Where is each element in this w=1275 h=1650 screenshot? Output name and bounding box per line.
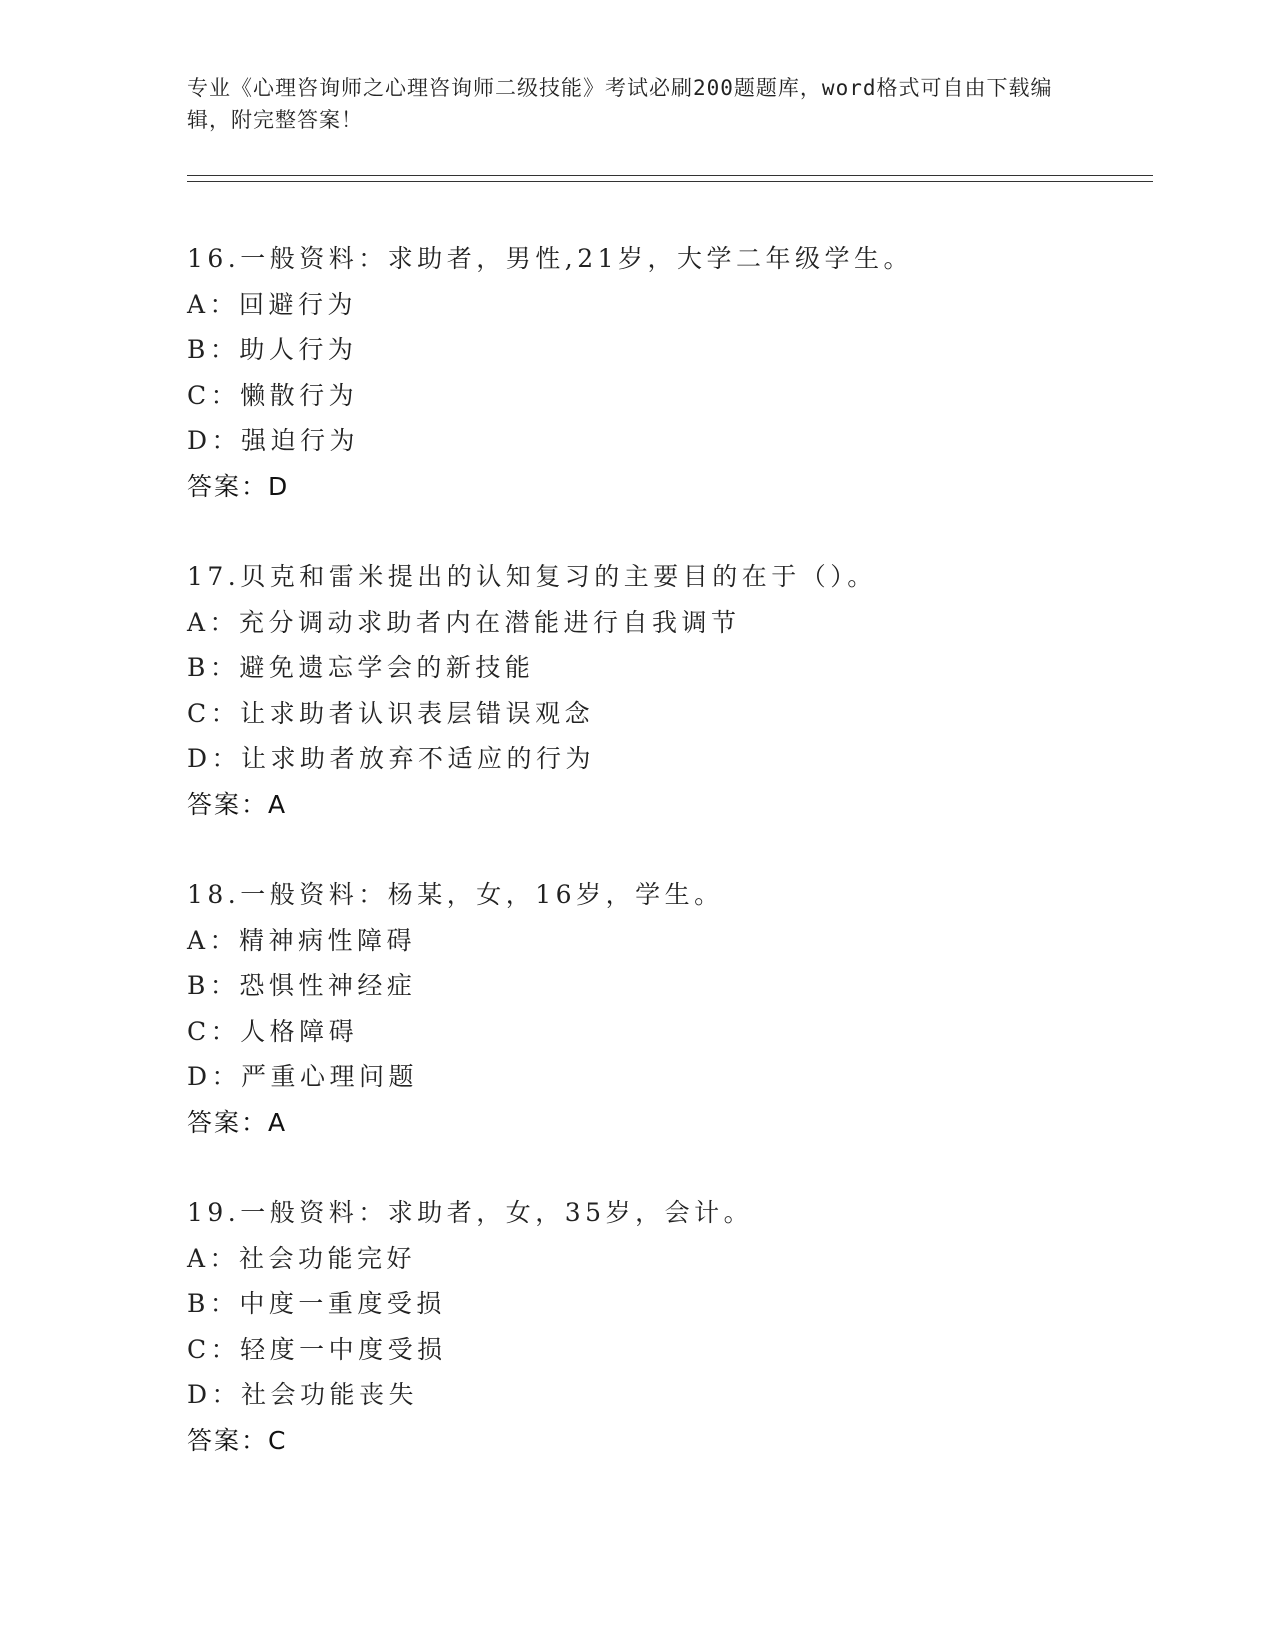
answer: 答案：A — [187, 1107, 288, 1137]
option-b: B：中度一重度受损 — [187, 1289, 446, 1318]
option-a: A：充分调动求助者内在潜能进行自我调节 — [187, 607, 741, 637]
question-18 — [187, 872, 1147, 1145]
question-17 — [187, 554, 1147, 827]
option-c: C：懒散行为 — [187, 380, 359, 410]
question-stem: 19.一般资料：求助者，女，35岁，会计。 — [187, 1198, 754, 1227]
answer: 答案：D — [187, 471, 290, 501]
option-a: A：回避行为 — [187, 289, 358, 319]
question-stem: 18.一般资料：杨某，女，16岁，学生。 — [187, 880, 724, 909]
question-stem: 17.贝克和雷米提出的认知复习的主要目的在于（）。 — [187, 562, 877, 591]
option-c: C：轻度一中度受损 — [187, 1334, 447, 1364]
option-b: B：恐惧性神经症 — [187, 971, 417, 1000]
question-stem: 16.一般资料：求助者，男性,21岁，大学二年级学生。 — [187, 244, 914, 273]
header-divider-bottom — [187, 181, 1153, 182]
option-d: D：严重心理问题 — [187, 1062, 419, 1091]
question-16 — [187, 236, 1147, 509]
option-d: D：社会功能丧失 — [187, 1380, 419, 1409]
answer: 答案：A — [187, 789, 288, 819]
option-b: B：避免遗忘学会的新技能 — [187, 653, 535, 682]
document-header: 专业《心理咨询师之心理咨询师二级技能》考试必刷200题题库，word格式可自由下载编辑，附完整答案！ — [187, 76, 1053, 132]
option-a: A：社会功能完好 — [187, 1243, 417, 1273]
option-b: B：助人行为 — [187, 335, 358, 364]
question-19 — [187, 1190, 1147, 1463]
option-a: A：精神病性障碍 — [187, 925, 417, 955]
option-d: D：让求助者放弃不适应的行为 — [187, 744, 596, 773]
option-c: C：人格障碍 — [187, 1016, 359, 1046]
header-divider-top — [187, 175, 1153, 176]
option-c: C：让求助者认识表层错误观念 — [187, 698, 595, 728]
option-d: D：强迫行为 — [187, 426, 360, 455]
answer: 答案：C — [187, 1425, 288, 1455]
